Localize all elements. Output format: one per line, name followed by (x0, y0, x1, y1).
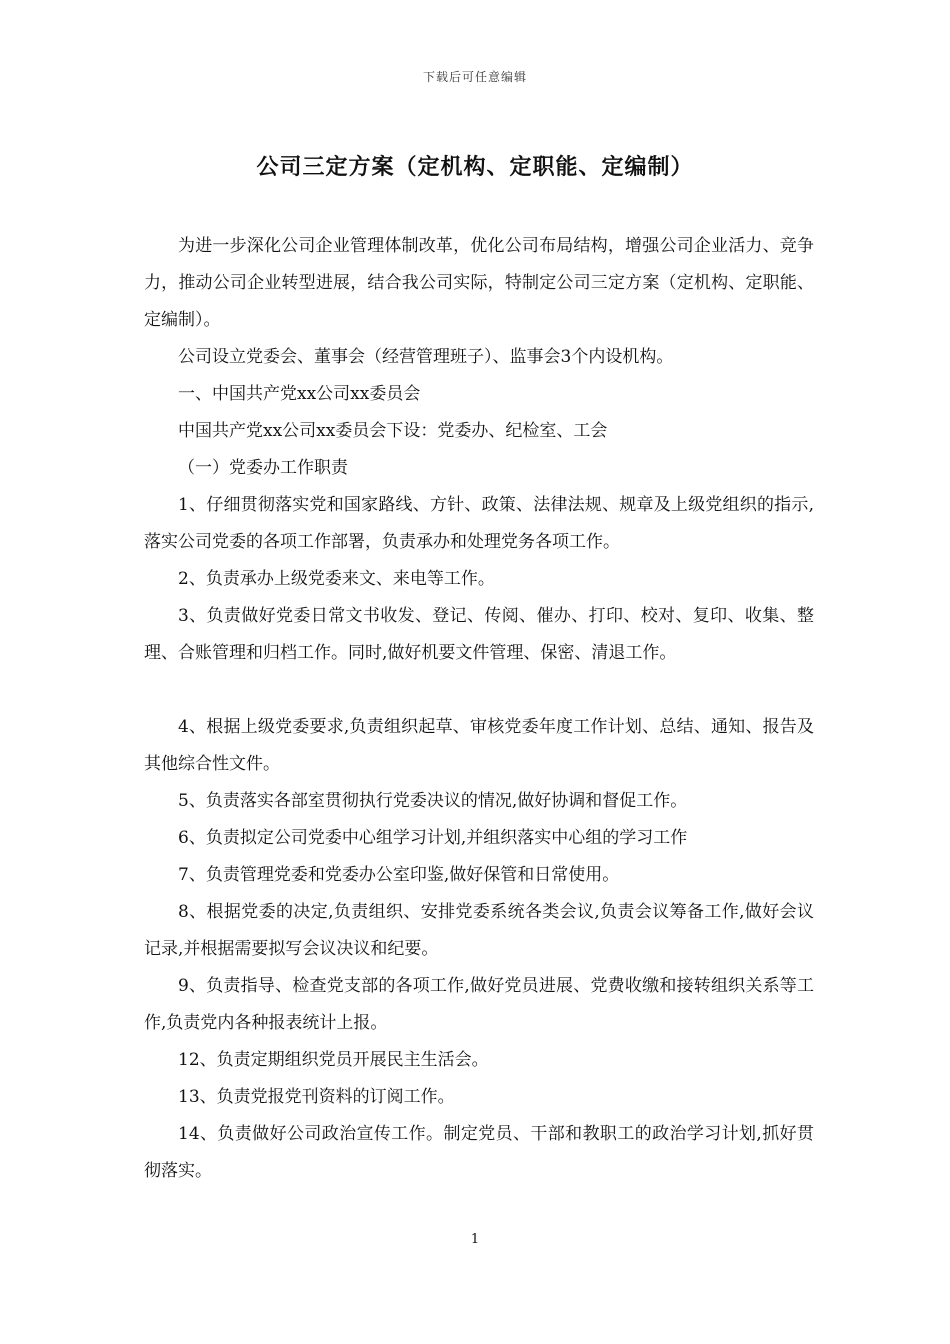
paragraph-institutions: 公司设立党委会、董事会（经营管理班子）、监事会3个内设机构。 (178, 347, 674, 367)
subsection-heading: （一）党委办工作职责 (178, 458, 348, 478)
paragraph-subdivisions: 中国共产党xx公司xx委员会下设：党委办、纪检室、工会 (178, 421, 608, 441)
section-heading: 一、中国共产党xx公司xx委员会 (178, 384, 421, 404)
duty-item-7: 7、负责管理党委和党委办公室印鉴,做好保管和日常使用。 (178, 865, 620, 885)
duty-item-9: 9、负责指导、检查党支部的各项工作,做好党员进展、党费收缴和接转组织关系等工作,负责党内各种报表统计上报。 (144, 976, 814, 1033)
document-body (144, 228, 814, 1190)
paragraph-intro: 为进一步深化公司企业管理体制改革，优化公司布局结构，增强公司企业活力、竞争力，推动公司企业转型进展，结合我公司实际，特制定公司三定方案（定机构、定职能、定编制）。 (144, 236, 814, 330)
duty-item-13: 13、负责党报党刊资料的订阅工作。 (178, 1087, 455, 1107)
duty-item-2: 2、负责承办上级党委来文、来电等工作。 (178, 569, 495, 589)
document-title: 公司三定方案（定机构、定职能、定编制） (256, 154, 694, 180)
duty-item-4: 4、根据上级党委要求,负责组织起草、审核党委年度工作计划、总结、通知、报告及其他综合性文件。 (144, 717, 814, 774)
duty-item-1: 1、仔细贯彻落实党和国家路线、方针、政策、法律法规、规章及上级党组织的指示,落实公司党委的各项工作部署，负责承办和处理党务各项工作。 (144, 495, 814, 552)
duty-item-8: 8、根据党委的决定,负责组织、安排党委系统各类会议,负责会议筹备工作,做好会议记录,并根据需要拟写会议决议和纪要。 (144, 902, 814, 959)
header-note: 下载后可任意编辑 (422, 70, 527, 84)
page-number: 1 (470, 1232, 480, 1247)
duty-item-12: 12、负责定期组织党员开展民主生活会。 (178, 1050, 489, 1070)
duty-item-14: 14、负责做好公司政治宣传工作。制定党员、干部和教职工的政治学习计划,抓好贯彻落实。 (144, 1124, 814, 1181)
duty-item-6: 6、负责拟定公司党委中心组学习计划,并组织落实中心组的学习工作 (178, 828, 688, 848)
duty-item-5: 5、负责落实各部室贯彻执行党委决议的情况,做好协调和督促工作。 (178, 791, 688, 811)
duty-item-3: 3、负责做好党委日常文书收发、登记、传阅、催办、打印、校对、复印、收集、整理、合账管理和归档工作。同时,做好机要文件管理、保密、清退工作。 (144, 606, 814, 663)
